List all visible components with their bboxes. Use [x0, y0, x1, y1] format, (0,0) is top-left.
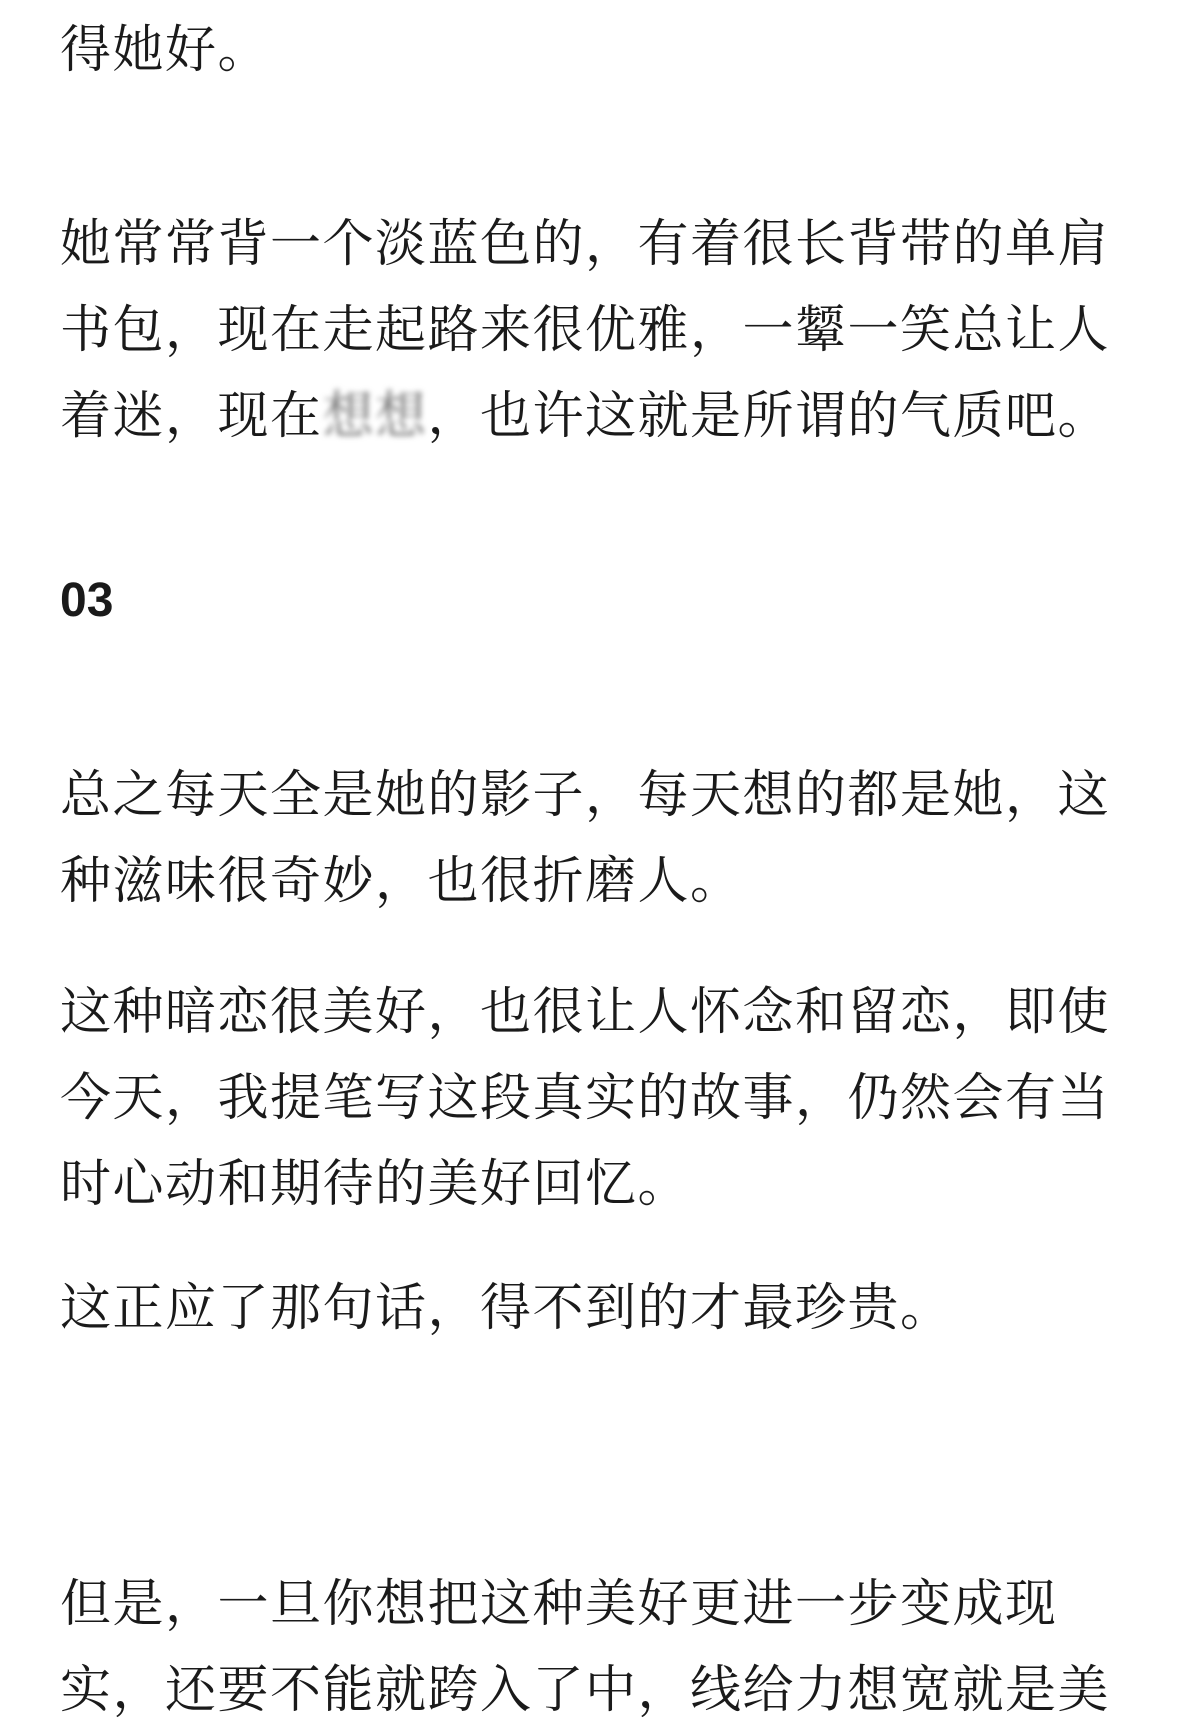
paragraph-4 — [60, 1266, 1120, 1352]
paragraph-line: 书包，现在走起路来很优雅，一颦一笑总让人 — [60, 301, 1111, 360]
paragraph-line: 她常常背一个淡蓝色的，有着很长背带的单肩 — [60, 215, 1111, 274]
paragraph-line: 但是，一旦你想把这种美好更进一步变成现 — [60, 1575, 1058, 1634]
paragraph-3 — [60, 970, 1120, 1228]
paragraph-line — [60, 374, 1120, 460]
paragraph-1 — [60, 202, 1120, 460]
paragraph-0 — [60, 8, 1120, 94]
paragraph-line: 这正应了那句话，得不到的才最珍贵。 — [60, 1279, 953, 1338]
paragraph-2 — [60, 753, 1120, 925]
text-segment: 着迷，现在 — [60, 387, 323, 446]
paragraph-line: 时心动和期待的美好回忆。 — [60, 1155, 691, 1214]
paragraph-line: 得她好。 — [60, 21, 271, 80]
paragraph-line: 实，还要不能就跨入了中，线给力想宽就是美 — [60, 1661, 1111, 1720]
paragraph-5 — [60, 1562, 1120, 1734]
section-number: 03 — [60, 574, 114, 627]
paragraph-line: 种滋味很奇妙，也很折磨人。 — [60, 852, 743, 911]
blurred-text: 想想 — [322, 387, 428, 446]
paragraph-line: 今天，我提笔写这段真实的故事，仍然会有当 — [60, 1069, 1111, 1128]
paragraph-line: 这种暗恋很美好，也很让人怀念和留恋，即使 — [60, 983, 1111, 1042]
text-segment: ，也许这就是所谓的气质吧。 — [427, 387, 1111, 446]
paragraph-line: 总之每天全是她的影子，每天想的都是她，这 — [60, 766, 1111, 825]
